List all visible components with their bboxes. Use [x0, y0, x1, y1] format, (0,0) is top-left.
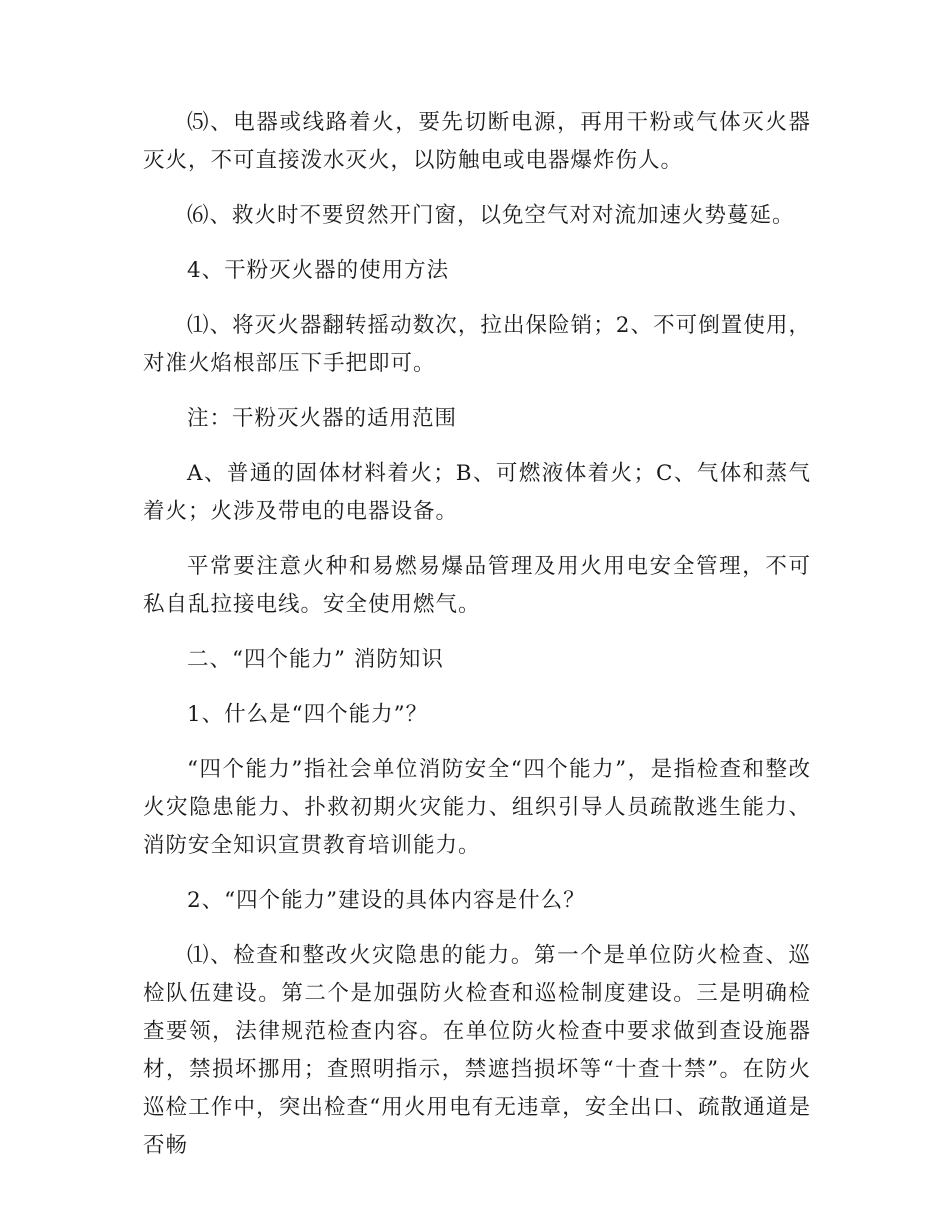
- section-heading-four-abilities: 二、“四个能力” 消防知识: [187, 647, 444, 672]
- heading-dry-powder-usage: 4、干粉灭火器的使用方法: [187, 258, 450, 283]
- paragraph-fire-classes: A、普通的固体材料着火；B、可燃液体着火；C、气体和蒸气着火；火涉及带电的电器设备。: [143, 461, 811, 524]
- paragraph-usage-steps: ⑴、将灭火器翻转摇动数次，拉出保险销；2、不可倒置使用，对准火焰根部压下手把即可。: [143, 313, 811, 376]
- question-construction-content: 2、“四个能力”建设的具体内容是什么？: [187, 888, 586, 913]
- note-applicable-scope: 注：干粉灭火器的适用范围: [187, 406, 458, 431]
- paragraph-four-abilities-definition: “四个能力”指社会单位消防安全“四个能力”，是指检查和整改火灾隐患能力、扑救初期火灾能力、组织引导人员疏散逃生能力、消防安全知识宣贯教育培训能力。: [143, 757, 811, 858]
- paragraph-electrical-fire: ⑸、电器或线路着火，要先切断电源，再用干粉或气体灭火器灭火，不可直接泼水灭火，以防触电或电器爆炸伤人。: [143, 110, 811, 173]
- document-body: [143, 104, 811, 1182]
- paragraph-daily-safety: 平常要注意火种和易燃易爆品管理及用火用电安全管理，不可私自乱拉接电线。安全使用燃气。: [143, 554, 811, 617]
- question-what-are-four-abilities: 1、什么是“四个能力”？: [187, 702, 429, 727]
- paragraph-do-not-open-windows: ⑹、救火时不要贸然开门窗，以免空气对对流加速火势蔓延。: [187, 203, 795, 228]
- paragraph-inspection-ability: ⑴、检查和整改火灾隐患的能力。第一个是单位防火检查、巡检队伍建设。第二个是加强防火检查和巡检制度建设。三是明确检查要领，法律规范检查内容。在单位防火检查中要求做到查设施器材，禁损坏挪用；查照明指示，禁遮挡损坏等“十查十禁”。在防火巡检工作中，突出检查“用火用电有无违章，安全出口、疏散通道是否畅: [143, 943, 811, 1158]
